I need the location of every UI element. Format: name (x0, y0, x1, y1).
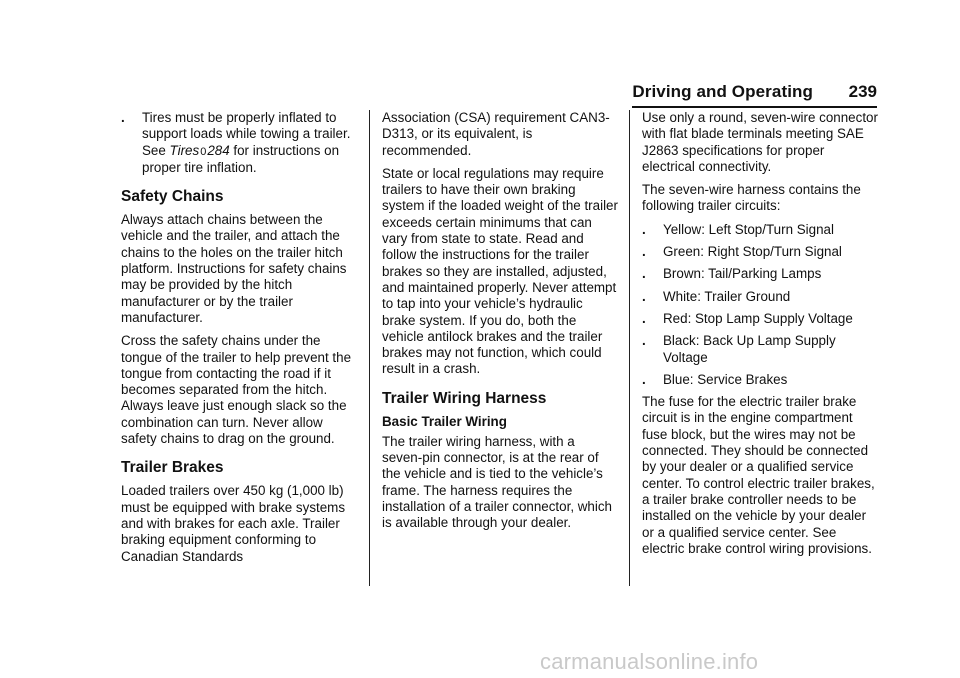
tires-link[interactable]: Tires (169, 142, 200, 158)
bullet-marker: . (642, 288, 646, 304)
list-item: . Blue: Service Brakes (642, 371, 788, 387)
paragraph: Always attach chains between the vehicle and the trailer, and attach the chains to the holes on the trailer hitch platform. Instructions for safety chains may be provided by the hitch manufacturer or by the trailer manufacturer. (121, 212, 347, 325)
list-item: . Brown: Tail/Parking Lamps (642, 266, 822, 282)
list-item (121, 110, 357, 176)
bullet-marker: . (642, 266, 646, 282)
bullet-marker: . (642, 221, 646, 237)
bullet-marker: . (642, 371, 646, 387)
page-header (0, 82, 877, 108)
paragraph: Use only a round, seven-wire connector with flat blade terminals meeting SAE J2863 specifications for proper electrical connectivity. (642, 110, 878, 174)
column-divider (369, 110, 370, 586)
trailer-wiring-heading: Trailer Wiring Harness (382, 389, 547, 407)
watermark: carmanualsonline.info (540, 649, 759, 674)
paragraph: The trailer wiring harness, with a seven-pin connector, is at the rear of the vehicle and is tied to the vehicle’s frame. The harness requires the installation of a trailer connector, which is available through your dealer. (382, 433, 612, 531)
list-item: . White: Trailer Ground (642, 288, 791, 304)
page-number: 239 (848, 82, 877, 101)
bullet-marker: . (642, 310, 646, 326)
paragraph: The seven-wire harness contains the following trailer circuits: (642, 182, 861, 214)
trailer-brakes-heading: Trailer Brakes (121, 459, 224, 477)
header-rule (632, 106, 877, 108)
paragraph: Cross the safety chains under the tongue of the trailer to help prevent the tongue from contacting the road if it becomes separated from the hitch. Always leave just enough slack so the combination can turn. Never allow safety chains to drag on the ground. (121, 333, 352, 447)
column-2 (382, 110, 618, 539)
list-item: . Black: Back Up Lamp Supply Voltage (642, 333, 836, 365)
paragraph: Association (CSA) requirement CAN3-D313, or its equivalent, is recommended. (382, 110, 610, 158)
bullet-marker: . (642, 244, 646, 260)
bullet-text: Tires must be properly inflated to support loads while towing a trailer. See Tires0284 for instructions on proper tire inflation. (142, 110, 351, 175)
list-item: . Green: Right Stop/Turn Signal (642, 244, 842, 260)
bullet-marker: . (642, 333, 646, 349)
column-divider (629, 110, 630, 586)
paragraph: State or local regulations may require trailers to have their own braking system if the loaded weight of the trailer exceeds certain minimums that can vary from state to state. Read and follow the instructions for the trailer brakes so they are installed, adjusted, and maintained properly. Never attempt to tap into your vehicle’s hydraulic brake system. If you do, both the vehicle antilock brakes and the trailer brakes may not function, which could result in a crash. (382, 165, 618, 377)
list-item: . Red: Stop Lamp Supply Voltage (642, 310, 853, 326)
column-3 (642, 110, 878, 564)
column-1 (121, 110, 357, 572)
reference-arrow-icon: 0 (200, 145, 207, 158)
page-reference[interactable]: 284 (207, 142, 230, 158)
bullet-marker: . (121, 110, 125, 125)
safety-chains-heading: Safety Chains (121, 188, 224, 206)
basic-wiring-subheading: Basic Trailer Wiring (382, 413, 507, 429)
section-title: Driving and Operating (632, 82, 813, 101)
list-item: . Yellow: Left Stop/Turn Signal (642, 221, 834, 237)
paragraph: The fuse for the electric trailer brake circuit is in the engine compartment fuse block, but the wires may not be connected. They should be connected by your dealer or a qualified service center. To control electric trailer brakes, a trailer brake controller needs to be installed on the vehicle by your dealer or a qualified service center. See electric brake control wiring provisions. (642, 394, 875, 556)
paragraph: Loaded trailers over 450 kg (1,000 lb) must be equipped with brake systems and with brakes for each axle. Trailer braking equipment conforming to Canadian Standards (121, 483, 346, 564)
